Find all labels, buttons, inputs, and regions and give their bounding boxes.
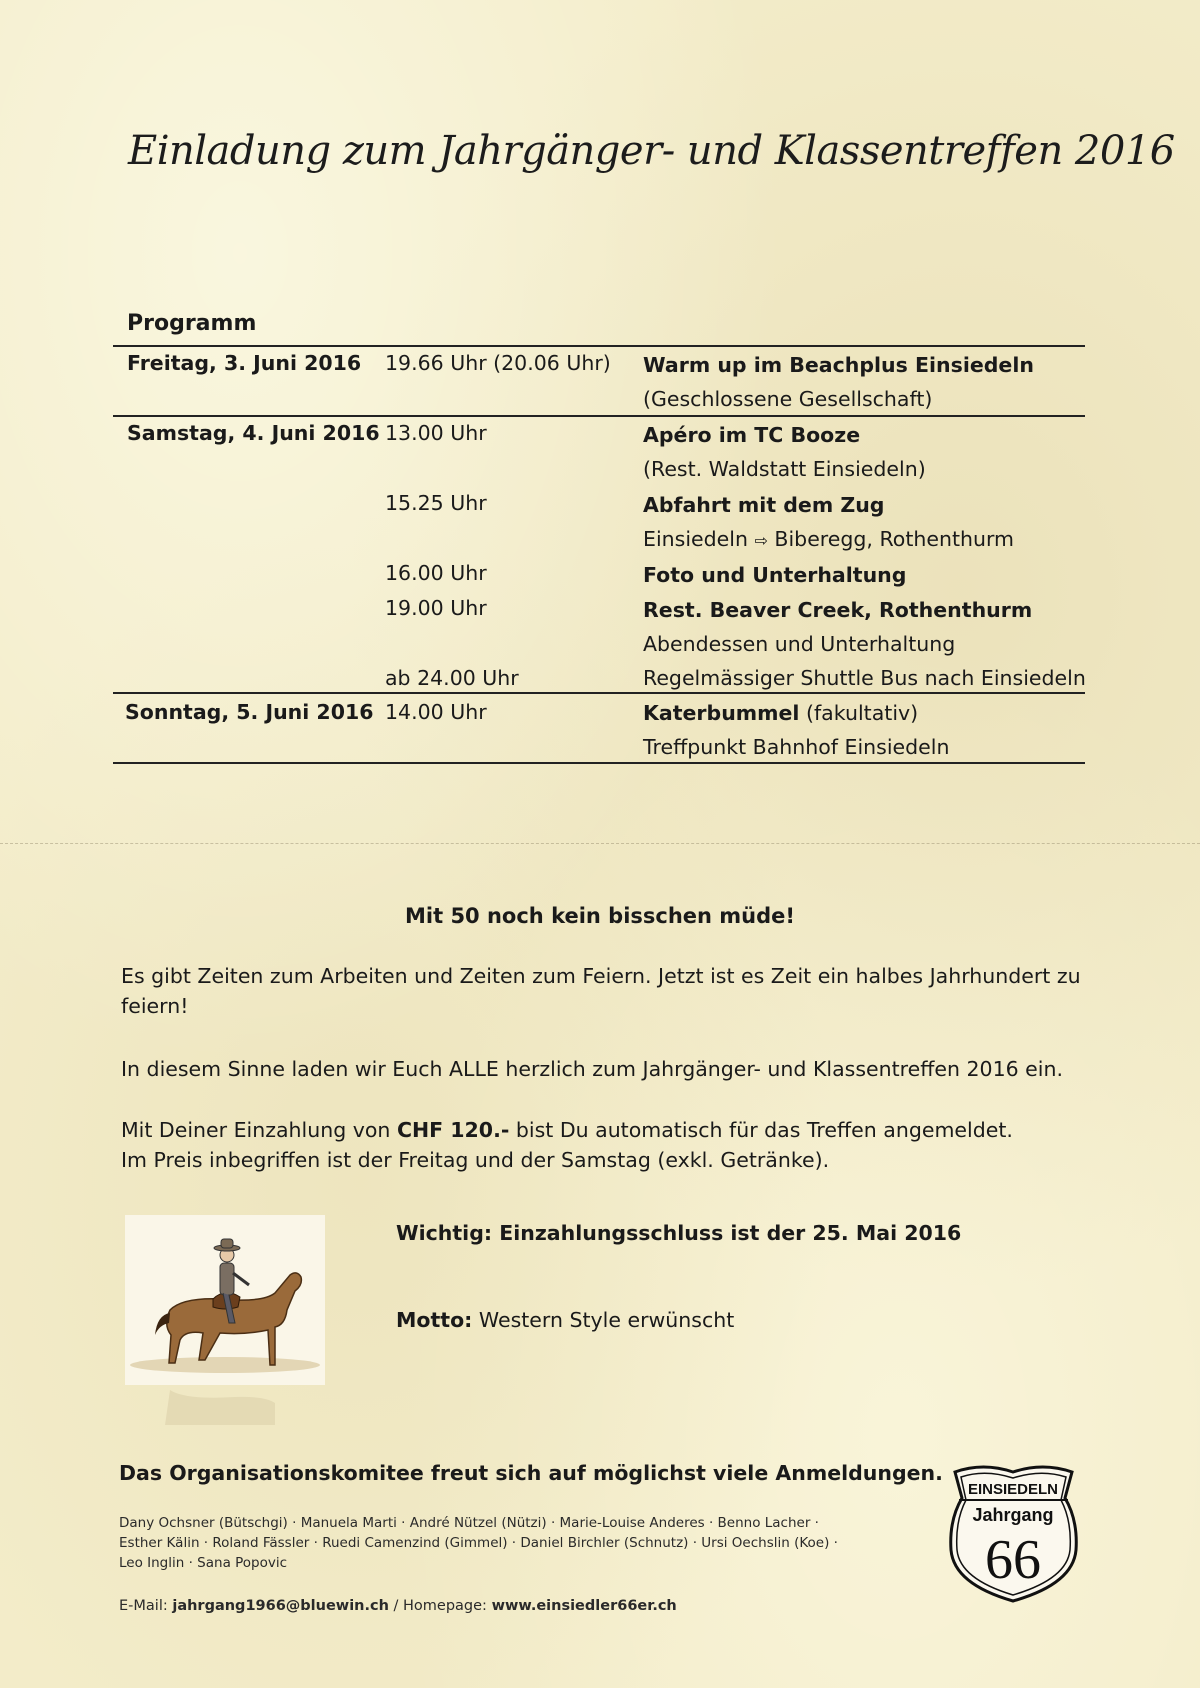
- badge-number: 66: [985, 1529, 1041, 1591]
- payment-line: [121, 1115, 1013, 1145]
- committee-members: [119, 1513, 838, 1573]
- payment-paragraph: [121, 1115, 1013, 1175]
- table-rule-top: [113, 345, 1085, 347]
- fold-line: [0, 843, 1200, 844]
- slogan: Mit 50 noch kein bisschen müde!: [405, 904, 795, 928]
- program-heading: Programm: [127, 311, 257, 336]
- badge-top-text: EINSIEDELN: [967, 1481, 1059, 1498]
- event-note: Abendessen und Unterhaltung: [643, 632, 956, 656]
- time-cell: 19.66 Uhr (20.06 Uhr): [385, 351, 611, 375]
- time-cell: 14.00 Uhr: [385, 700, 487, 724]
- arrow-right-icon: ⇨: [754, 531, 768, 550]
- intro-paragraph: [121, 961, 1081, 1021]
- table-rule-bottom: [113, 762, 1085, 764]
- event-note: (Rest. Waldstatt Einsiedeln): [643, 457, 926, 481]
- motto-value: Western Style erwünscht: [472, 1308, 735, 1332]
- homepage-link[interactable]: www.einsiedler66er.ch: [491, 1598, 677, 1614]
- route-from: Einsiedeln: [643, 527, 748, 551]
- deadline-note: Wichtig: Einzahlungsschluss ist der 25. Mai 2016: [396, 1221, 962, 1245]
- event-note: (Geschlossene Gesellschaft): [643, 387, 933, 411]
- payment-post: bist Du automatisch für das Treffen angemeldet.: [509, 1118, 1013, 1142]
- event-note: [643, 527, 1014, 551]
- included-line: Im Preis inbegriffen ist der Freitag und der Samstag (exkl. Getränke).: [121, 1148, 830, 1172]
- motto: [396, 1308, 734, 1332]
- time-cell: ab 24.00 Uhr: [385, 666, 519, 690]
- homepage-label: / Homepage:: [388, 1598, 492, 1614]
- time-cell: 19.00 Uhr: [385, 596, 487, 620]
- table-rule-saturday: [113, 415, 1085, 417]
- event-title: Abfahrt mit dem Zug: [643, 493, 885, 517]
- route-to: Biberegg, Rothenthurm: [774, 527, 1015, 551]
- cowboy-on-horse-illustration: [125, 1215, 325, 1445]
- time-cell: 13.00 Uhr: [385, 421, 487, 445]
- event-title-bold: Katerbummel: [643, 701, 800, 725]
- event-title: Foto und Unterhaltung: [643, 563, 907, 587]
- event-title: [643, 701, 918, 725]
- event-note: Treffpunkt Bahnhof Einsiedeln: [643, 735, 950, 759]
- event-title-extra: (fakultativ): [799, 701, 919, 725]
- motto-label: Motto:: [396, 1308, 473, 1332]
- contact-line: [119, 1596, 677, 1616]
- email-link[interactable]: jahrgang1966@bluewin.ch: [172, 1598, 389, 1614]
- members-line-1: Dany Ochsner (Bütschgi) · Manuela Marti · André Nützel (Nützi) · Marie-Louise Anderes · Benno Lacher ·: [119, 1515, 819, 1531]
- event-title: Warm up im Beachplus Einsiedeln: [643, 353, 1034, 377]
- event-note: Regelmässiger Shuttle Bus nach Einsiedeln: [643, 666, 1086, 690]
- event-title: Rest. Beaver Creek, Rothenthurm: [643, 598, 1033, 622]
- invite-paragraph: In diesem Sinne laden wir Euch ALLE herzlich zum Jahrgänger- und Klassentreffen 2016 ein.: [121, 1057, 1063, 1081]
- price: CHF 120.-: [396, 1118, 510, 1142]
- intro-line-1: Es gibt Zeiten zum Arbeiten und Zeiten zum Feiern. Jetzt ist es Zeit ein halbes Jahrhundert zu: [121, 964, 1081, 988]
- day-saturday: Samstag, 4. Juni 2016: [127, 421, 380, 445]
- committee-heading: Das Organisationskomitee freut sich auf möglichst viele Anmeldungen.: [119, 1461, 943, 1485]
- time-cell: 16.00 Uhr: [385, 561, 487, 585]
- members-line-3: Leo Inglin · Sana Popovic: [119, 1555, 288, 1571]
- time-cell: 15.25 Uhr: [385, 491, 487, 515]
- email-label: E-Mail:: [119, 1598, 173, 1614]
- event-title: Apéro im TC Booze: [643, 423, 861, 447]
- jahrgang-66-shield-logo: [945, 1458, 1082, 1603]
- day-sunday: Sonntag, 5. Juni 2016: [125, 700, 374, 724]
- page-title: Einladung zum Jahrgänger- und Klassentreffen 2016: [128, 128, 1175, 174]
- day-friday: Freitag, 3. Juni 2016: [127, 351, 362, 375]
- intro-line-2: feiern!: [121, 994, 189, 1018]
- members-line-2: Esther Kälin · Roland Fässler · Ruedi Camenzind (Gimmel) · Daniel Birchler (Schnutz) · Ursi Oechslin (Koe) ·: [119, 1535, 838, 1551]
- table-rule-sunday: [113, 692, 1085, 694]
- payment-pre: Mit Deiner Einzahlung von: [121, 1118, 397, 1142]
- badge-middle-text: Jahrgang: [972, 1505, 1054, 1525]
